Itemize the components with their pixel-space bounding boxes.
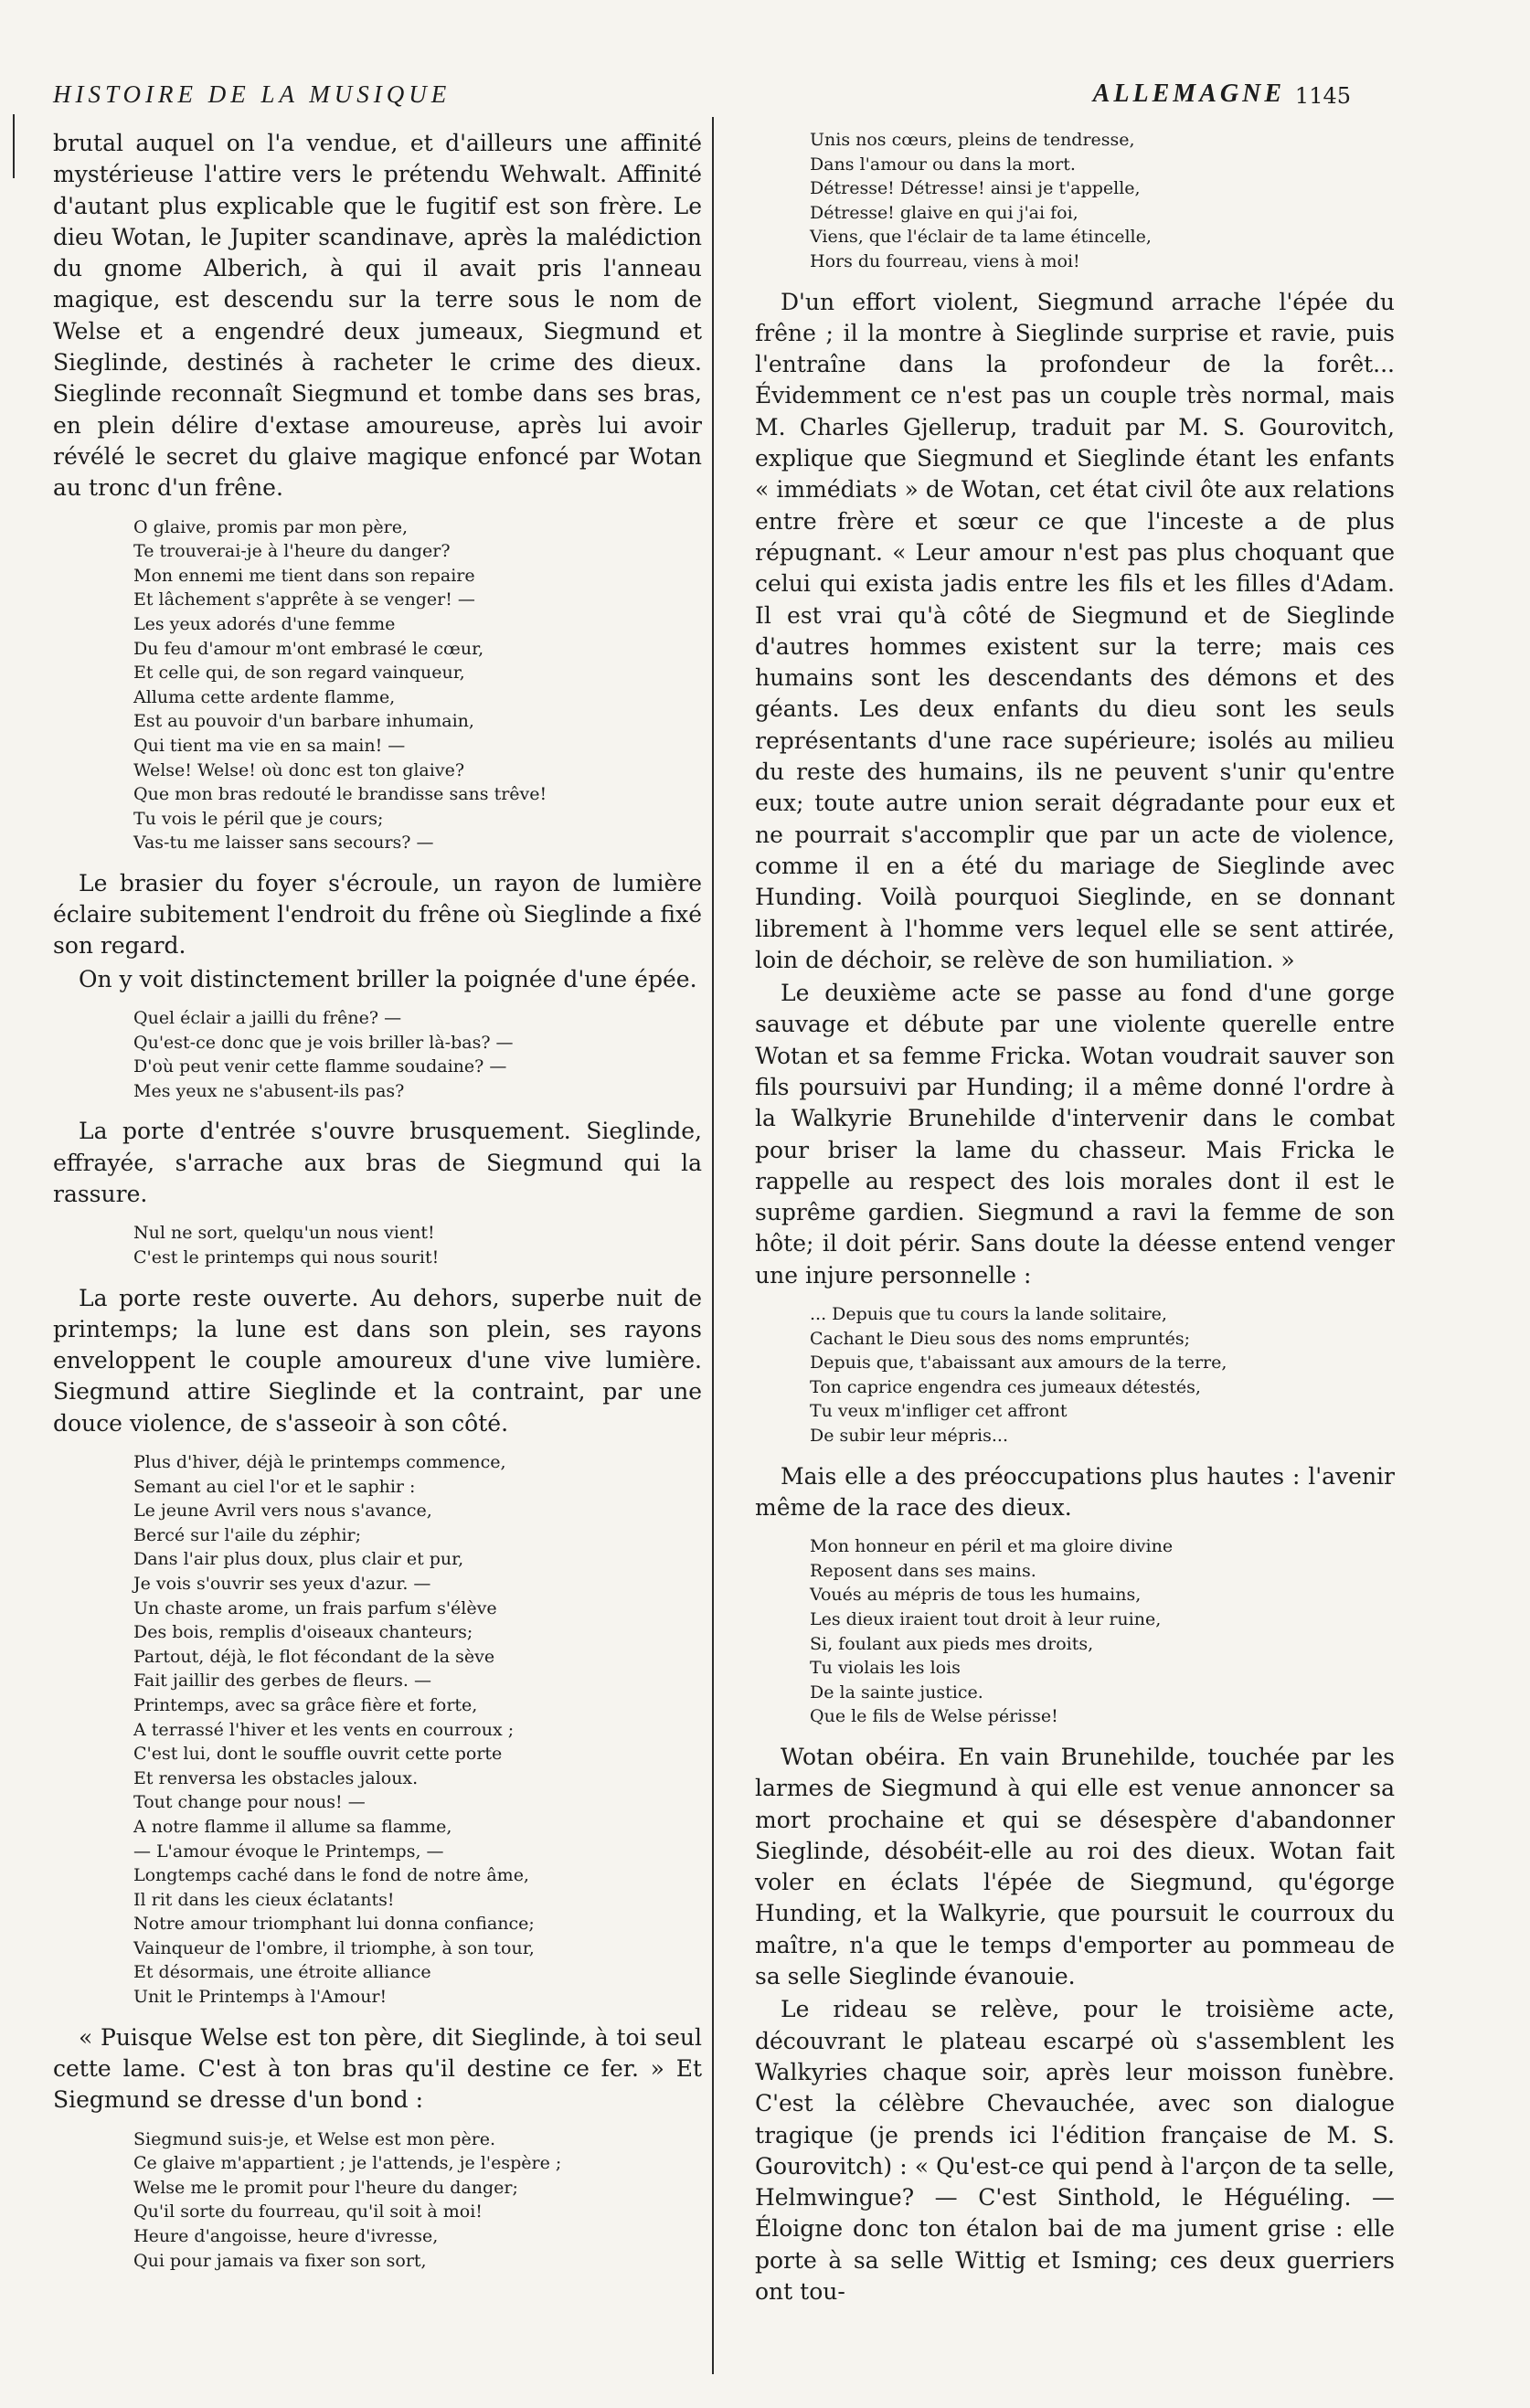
paragraph: La porte d'entrée s'ouvre brusquement. Sieglinde, effrayée, s'arrache aux bras de Siegmund qui la rassure. — [53, 1118, 702, 1208]
verse-line: Et celle qui, de son regard vainqueur, — [133, 663, 465, 684]
verse-line: Un chaste arome, un frais parfum s'élève — [133, 1597, 497, 1618]
paragraph: Wotan obéira. En vain Brunehilde, touchée par les larmes de Siegmund à qui elle est venue annoncer sa mort prochaine et qui se désespère d'abandonner Sieglinde, désobéit-elle au roi des dieux. Wotan fait voler en éclats l'épée de Siegmund, qu'égorge Hunding, et la Walkyrie, que poursuit le courroux du maître, n'a que le temps d'emporter au pommeau de sa selle Sieglinde évanouie. — [755, 1743, 1395, 1990]
verse-line: Ce glaive m'appartient ; je l'attends, je l'espère ; — [133, 2153, 562, 2174]
verse-line: Qui tient ma vie en sa main! — — [133, 735, 406, 756]
verse-line: Tu violais les lois — [810, 1658, 961, 1679]
verse-line: Longtemps caché dans le fond de notre âme, — [133, 1865, 529, 1886]
page-number: 1145 — [1294, 83, 1351, 109]
verse-block — [133, 1221, 702, 1269]
verse-line: Printemps, avec sa grâce fière et forte, — [133, 1694, 478, 1715]
page-header — [53, 79, 1351, 115]
verse-line: Et renversa les obstacles jaloux. — [133, 1767, 419, 1788]
verse-line: Mes yeux ne s'abusent-ils pas? — [133, 1080, 405, 1101]
verse-line: ... Depuis que tu cours la lande solitaire, — [810, 1304, 1167, 1325]
verse-line: C'est lui, dont le souffle ouvrit cette porte — [133, 1744, 503, 1765]
verse-line: Nul ne sort, quelqu'un nous vient! — [133, 1223, 435, 1244]
verse-line: Je vois s'ouvrir ses yeux d'azur. — — [133, 1573, 431, 1594]
verse-line: Hors du fourreau, viens à moi! — [810, 250, 1080, 271]
verse-line: Que mon bras redouté le brandisse sans trêve! — [133, 784, 547, 805]
verse-line: Depuis que, t'abaissant aux amours de la terre, — [810, 1353, 1227, 1374]
running-title: HISTOIRE DE LA MUSIQUE — [53, 80, 452, 108]
verse-line: Mon ennemi me tient dans son repaire — [133, 565, 475, 586]
verse-line: O glaive, promis par mon père, — [133, 516, 409, 537]
verse-line: Vainqueur de l'ombre, il triomphe, à son tour, — [133, 1937, 535, 1958]
verse-block — [810, 128, 1395, 274]
margin-mark — [13, 114, 15, 178]
verse-line: — L'amour évoque le Printemps, — — [133, 1840, 444, 1862]
verse-line: Welse me le promit pour l'heure du danger; — [133, 2177, 518, 2198]
verse-block — [810, 1302, 1395, 1448]
verse-line: Siegmund suis-je, et Welse est mon père. — [133, 2128, 496, 2149]
verse-line: De subir leur mépris... — [810, 1426, 1008, 1447]
section-title: ALLEMAGNE — [1092, 80, 1285, 108]
verse-line: Te trouverai-je à l'heure du danger? — [133, 541, 451, 562]
verse-line: Si, foulant aux pieds mes droits, — [810, 1633, 1094, 1654]
verse-line: Que le fils de Welse périsse! — [810, 1706, 1058, 1727]
verse-line: Plus d'hiver, déjà le printemps commence, — [133, 1452, 506, 1472]
verse-line: Quel éclair a jailli du frêne? — — [133, 1008, 402, 1029]
paragraph: Le brasier du foyer s'écroule, un rayon de lumière éclaire subitement l'endroit du frêne où Sieglinde a fixé son regard. — [53, 869, 702, 960]
right-column — [755, 128, 1395, 2307]
verse-line: Vas-tu me laisser sans secours? — — [133, 833, 434, 854]
verse-block — [133, 2127, 702, 2274]
verse-line: Ton caprice engendra ces jumeaux détestés, — [810, 1376, 1201, 1397]
verse-line: Reposent dans ses mains. — [810, 1560, 1036, 1581]
verse-line: Des bois, remplis d'oiseaux chanteurs; — [133, 1622, 473, 1643]
paragraph: brutal auquel on l'a vendue, et d'ailleurs une affinité mystérieuse l'attire vers le prétendu Wehwalt. Affinité d'autant plus explicable que le fugitif est son frère. Le dieu Wotan, le Jupiter scandinave, après la malédiction du gnome Alberich, à qui il avait pris l'anneau magique, est descendu sur la terre sous le nom de Welse et a engendré deux jumeaux, Siegmund et Sieglinde, destinés à racheter le crime des dieux. Sieglinde reconnaît Siegmund et tombe dans ses bras, en plein délire d'extase amoureuse, après lui avoir révélé le secret du glaive magique enfoncé par Wotan au tronc d'un frêne. — [53, 130, 702, 502]
verse-block — [133, 515, 702, 855]
paragraph: Mais elle a des préoccupations plus hautes : l'avenir même de la race des dieux. — [755, 1462, 1395, 1521]
verse-line: De la sainte justice. — [810, 1681, 983, 1703]
verse-line: Cachant le Dieu sous des noms empruntés; — [810, 1328, 1191, 1349]
verse-line: D'où peut venir cette flamme soudaine? — — [133, 1056, 507, 1077]
verse-line: Et lâchement s'apprête à se venger! — — [133, 589, 475, 610]
verse-line: Unis nos cœurs, pleins de tendresse, — [810, 130, 1135, 150]
verse-line: Viens, que l'éclair de ta lame étincelle, — [810, 227, 1152, 248]
verse-line: Voués au mépris de tous les humains, — [810, 1585, 1142, 1606]
paragraph: La porte reste ouverte. Au dehors, superbe nuit de printemps; la lune est dans son plein, ses rayons enveloppent le couple amoureux d'une vive lumière. Siegmund attire Sieglinde et la contraint, par une douce violence, de s'asseoir à son côté. — [53, 1284, 702, 1437]
verse-line: Fait jaillir des gerbes de fleurs. — — [133, 1671, 432, 1692]
verse-line: Mon honneur en péril et ma gloire divine — [810, 1536, 1174, 1557]
paragraph: Le deuxième acte se passe au fond d'une gorge sauvage et débute par une violente querelle entre Wotan et sa femme Fricka. Wotan voudrait sauver son fils poursuivi par Hunding; il a même donné l'ordre à la Walkyrie Brunehilde d'intervenir dans le combat pour briser la lame du chasseur. Mais Fricka le rappelle au respect des lois morales dont il est le suprême gardien. Siegmund a ravi la femme de son hôte; il doit périr. Sans doute la déesse entend venger une injure personnelle : — [755, 980, 1395, 1289]
paragraph: On y voit distinctement briller la poignée d'une épée. — [79, 965, 697, 992]
verse-line: Partout, déjà, le flot fécondant de la sève — [133, 1646, 495, 1667]
verse-line: Les yeux adorés d'une femme — [133, 613, 396, 634]
verse-line: Détresse! glaive en qui j'ai foi, — [810, 202, 1078, 223]
verse-line: A notre flamme il allume sa flamme, — [133, 1816, 452, 1837]
verse-line: C'est le printemps qui nous sourit! — [133, 1246, 440, 1268]
verse-line: A terrassé l'hiver et les vents en courroux ; — [133, 1719, 515, 1740]
paragraph: Le rideau se relève, pour le troisième acte, découvrant le plateau escarpé où s'assemblent les Walkyries chaque soir, après leur moisson funèbre. C'est la célèbre Chevauchée, avec son dialogue tragique (je prends ici l'édition française de M. S. Gourovitch) : « Qu'est-ce qui pend à l'arçon de ta selle, Helmwingue? — C'est Sinthold, le Héguéling. — Éloigne donc ton étalon bai de ma jument grise : elle porte à sa selle Wittig et Isming; ces deux guerriers ont tou- — [755, 1996, 1395, 2306]
verse-line: Du feu d'amour m'ont embrasé le cœur, — [133, 638, 484, 659]
verse-line: Qu'il sorte du fourreau, qu'il soit à moi! — [133, 2201, 483, 2222]
verse-block — [810, 1534, 1395, 1729]
verse-block — [133, 1450, 702, 2010]
verse-line: Tu vois le péril que je cours; — [133, 808, 384, 829]
verse-line: Et désormais, une étroite alliance — [133, 1962, 431, 1983]
column-divider — [712, 117, 714, 2374]
paragraph: D'un effort violent, Siegmund arrache l'épée du frêne ; il la montre à Sieglinde surprise et ravie, puis l'entraîne dans la profondeur de la forêt... Évidemment ce n'est pas un couple très normal, mais M. Charles Gjellerup, traduit par M. S. Gourovitch, explique que Siegmund et Sieglinde étant les enfants « immédiats » de Wotan, cet état civil ôte aux relations entre frère et sœur ce que l'inceste a de plus répugnant. « Leur amour n'est pas plus choquant que celui qui exista jadis entre les fils et les filles d'Adam. Il est vrai qu'à côté de Siegmund et de Sieglinde d'autres hommes existent sur la terre; mais ces humains sont les descendants des démons et des géants. Les deux enfants du dieu sont les seuls représentants d'une race supérieure; isolés au milieu du reste des humains, ils ne peuvent s'unir qu'entre eux; toute autre union serait dégradante pour eux et ne pourrait s'accomplir que par un acte de violence, comme il en a été du mariage de Sieglinde avec Hunding. Voilà pourquoi Sieglinde, en se donnant librement à l'homme vers lequel elle se sent attirée, loin de déchoir, se relève de son humiliation. » — [755, 288, 1395, 973]
verse-line: Tu veux m'infliger cet affront — [810, 1401, 1068, 1422]
paragraph: « Puisque Welse est ton père, dit Sieglinde, à toi seul cette lame. C'est à ton bras qu'il destine ce fer. » Et Siegmund se dresse d'un bond : — [53, 2023, 702, 2114]
verse-line: Heure d'angoisse, heure d'ivresse, — [133, 2225, 439, 2246]
verse-line: Welse! Welse! où donc est ton glaive? — [133, 759, 465, 780]
verse-line: Dans l'air plus doux, plus clair et pur, — [133, 1549, 464, 1570]
verse-line: Qui pour jamais va fixer son sort, — [133, 2250, 427, 2271]
verse-line: Tout change pour nous! — — [133, 1792, 366, 1813]
verse-line: Est au pouvoir d'un barbare inhumain, — [133, 711, 474, 732]
left-column — [53, 128, 702, 2286]
verse-line: Unit le Printemps à l'Amour! — [133, 1987, 388, 2008]
verse-line: Les dieux iraient tout droit à leur ruine, — [810, 1609, 1162, 1629]
verse-line: Détresse! Détresse! ainsi je t'appelle, — [810, 178, 1141, 199]
verse-line: Notre amour triomphant lui donna confiance; — [133, 1914, 535, 1935]
verse-line: Il rit dans les cieux éclatants! — [133, 1889, 395, 1910]
verse-line: Dans l'amour ou dans la mort. — [810, 154, 1076, 175]
verse-line: Qu'est-ce donc que je vois briller là-bas? — — [133, 1032, 514, 1053]
verse-line: Bercé sur l'aile du zéphir; — [133, 1524, 362, 1545]
verse-line: Semant au ciel l'or et le saphir : — [133, 1476, 416, 1497]
verse-line: Le jeune Avril vers nous s'avance, — [133, 1501, 432, 1522]
verse-line: Alluma cette ardente flamme, — [133, 686, 396, 707]
verse-block — [133, 1006, 702, 1103]
